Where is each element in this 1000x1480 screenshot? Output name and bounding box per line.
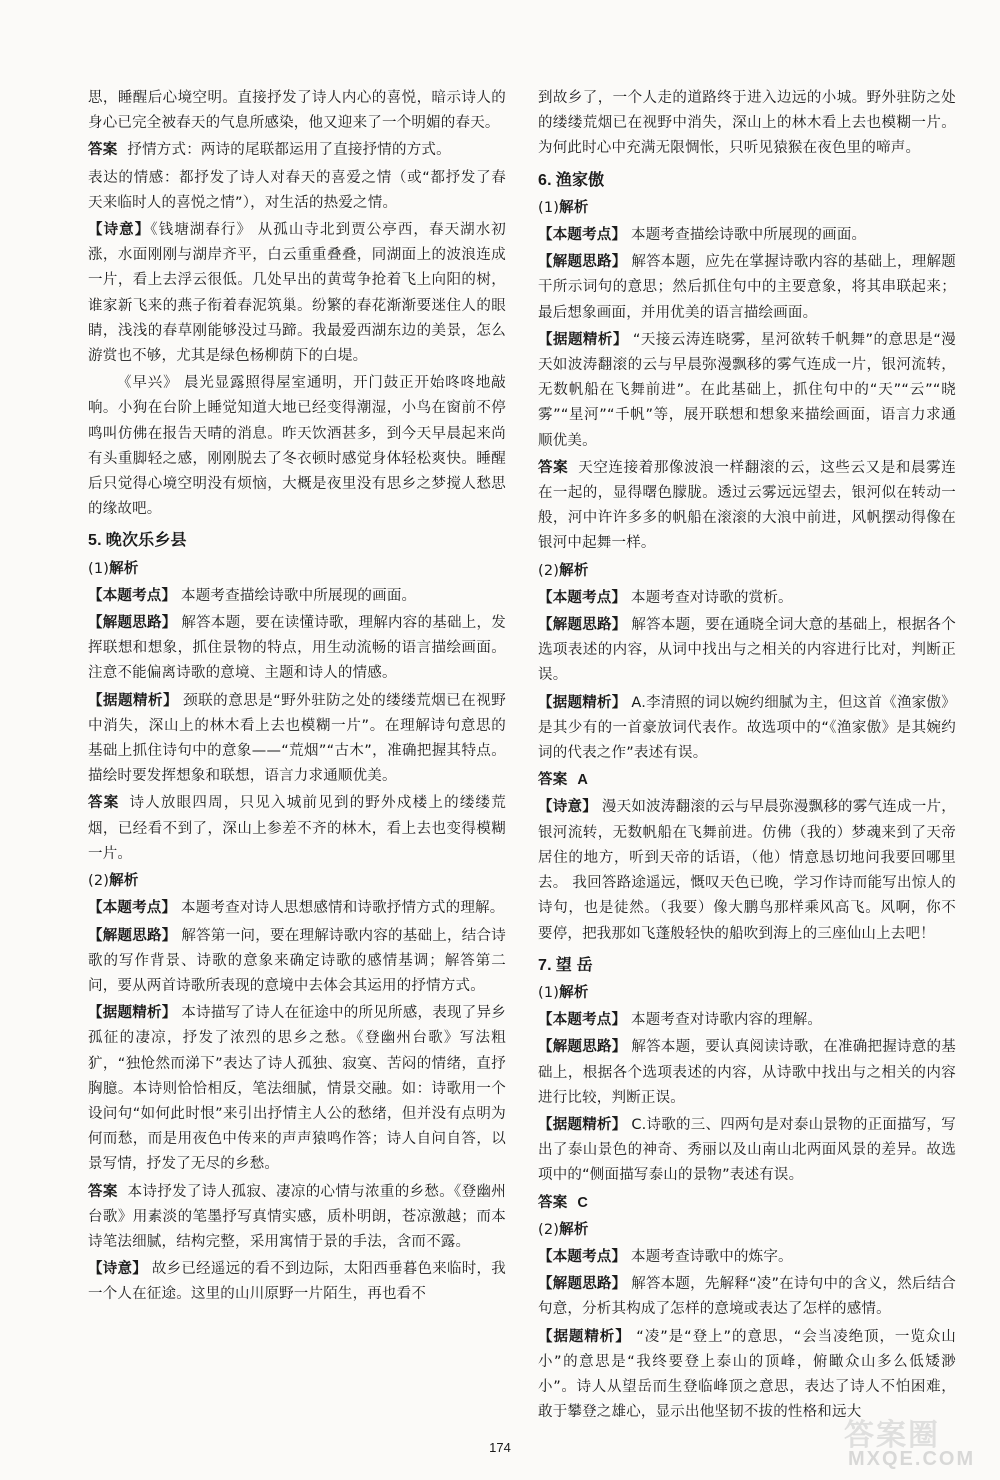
section-tag: 【解题思路】	[88, 927, 177, 944]
section-tag: 【据题精析】	[88, 1005, 177, 1022]
answer-text: 本诗抒发了诗人孤寂、凄凉的心情与浓重的乡愁。《登幽州台歌》用素淡的笔墨抒写真情实感，质朴明朗，苍凉激越；而本诗笔法细腻，结构完整，采用寓情于景的手法，含而不露。	[88, 1183, 506, 1250]
answer-text: 抒情方式：两诗的尾联都运用了直接抒情的方式。	[127, 142, 451, 159]
watermark-domain: MXQE.COM	[848, 1448, 976, 1470]
detailed-analysis-text: C.诗歌的三、四两句是对泰山景物的正面描写，写出了泰山景色的神奇、秀丽以及山南山北两面风景的差异。故选项中的“侧面描写泰山的景物”表述有误。	[538, 1116, 956, 1184]
section-tag: 【本题考点】	[88, 587, 177, 604]
answer-block	[538, 768, 956, 793]
section-tag: 【诗意】	[88, 1261, 148, 1278]
solution-approach	[538, 1035, 956, 1111]
answer-label: 答案	[88, 795, 120, 812]
site-watermark	[834, 1408, 992, 1474]
detailed-analysis-text: 颈联的意思是“野外驻防之处的缕缕荒烟已在视野中消失，深山上的林木看上去也模糊一片”。在理解诗句意思的基础上抓住诗句中的意象——“荒烟”“古木”，准确把握其特点。描绘时要发挥想象和联想，语言力求通顺优美。	[88, 692, 507, 785]
analysis-label: 解析	[109, 560, 139, 577]
detailed-analysis-text: A.李清照的词以婉约细腻为主，但这首《渔家傲》是其少有的一首豪放词代表作。故选项中的“《渔家傲》是其婉约词的代表之作”表述有误。	[538, 694, 957, 762]
solution-approach	[88, 924, 506, 1000]
question-heading	[538, 168, 956, 193]
section-tag: 【据题精析】	[538, 694, 627, 711]
subquestion-number: (1)	[88, 560, 110, 577]
watermark-title: 答案圈	[844, 1418, 940, 1453]
subquestion-number: (2)	[538, 1221, 560, 1238]
answer-label: 答案	[538, 459, 569, 476]
solution-approach	[538, 1272, 956, 1322]
answer-letter: A	[577, 772, 589, 789]
section-tag: 【本题考点】	[538, 1248, 627, 1265]
detailed-analysis	[538, 1113, 956, 1189]
answer-text: 表达的情感：都抒发了诗人对春天的喜爱之情（或“都抒发了春天来临时人的喜悦之情”），对生活的热爱之情。	[88, 169, 506, 211]
answer-letter: C	[577, 1194, 589, 1211]
exam-point	[88, 896, 506, 921]
subquestion-number: (1)	[538, 984, 560, 1001]
exam-point-text: 本题考查描绘诗歌中所展现的画面。	[181, 587, 417, 604]
solution-approach-text: 解答本题，要在通晓全词大意的基础上，根据各个选项表述的内容，从词中找出与之相关的内容进行比对，判断正误。	[538, 617, 957, 684]
exam-point	[538, 1245, 956, 1270]
poem-meaning-text: 到故乡了，一个人走的道路终于进入边远的小城。野外驻防之处的缕缕荒烟已在视野中消失，深山上的林木看上去也模糊一片。为何此时心中充满无限惆怅，只听见猿猴在夜色里的啼声。	[538, 90, 956, 157]
question-heading	[88, 528, 506, 553]
question-title: 晚次乐乡县	[105, 532, 187, 550]
question-number: 7.	[538, 956, 552, 974]
question-number: 6.	[538, 171, 552, 189]
detailed-analysis	[88, 689, 506, 790]
answer-block	[88, 791, 506, 867]
section-tag: 【本题考点】	[88, 900, 177, 917]
detailed-analysis	[538, 691, 956, 767]
section-tag: 【据题精析】	[538, 331, 628, 348]
answer-label: 答案	[88, 142, 118, 159]
subquestion-heading	[88, 557, 506, 582]
answer-block	[88, 1180, 506, 1256]
solution-approach-text: 解答本题，要认真阅读诗歌，在准确把握诗意的基础上，根据各个选项表述的内容，从诗歌中找出与之相关的内容进行比较，判断正误。	[538, 1039, 957, 1106]
section-tag: 【解题思路】	[88, 615, 177, 632]
section-tag: 【诗意】	[88, 222, 151, 239]
section-tag: 【解题思路】	[538, 1276, 627, 1293]
poem-meaning	[88, 1257, 506, 1307]
answer-block	[538, 456, 956, 557]
section-tag: 【据题精析】	[88, 692, 179, 709]
detailed-analysis-text: “天接云涛连晓雾，星河欲转千帆舞”的意思是“漫天如波涛翻滚的云与早晨弥漫飘移的雾气连成一片，银河流转，无数帆船在飞舞前进”。在此基础上，抓住句中的“天”“云”“晓雾”“星河”“千帆”等，展开联想和想象来描绘画面，语言力求通顺优美。	[538, 331, 957, 449]
exam-point	[538, 586, 956, 611]
section-tag: 【解题思路】	[538, 617, 627, 634]
question-number: 5.	[88, 532, 102, 550]
exam-point-text: 本题考查对诗歌内容的理解。	[631, 1012, 823, 1029]
subquestion-number: (1)	[538, 199, 560, 216]
subquestion-number: (2)	[538, 562, 560, 579]
solution-approach-text: 解答本题，要在读懂诗歌，理解内容的基础上，发挥联想和想象，抓住景物的特点，用生动流畅的语言描绘画面。注意不能偏离诗歌的意境、主题和诗人的情感。	[88, 615, 507, 682]
poem-meaning-text: 漫天如波涛翻滚的云与早晨弥漫飘移的雾气连成一片，银河流转，无数帆船在飞舞前进。仿佛（我的）梦魂来到了天帝居住的地方，听到天帝的话语，（他）情意恳切地问我要回哪里去。 我回答路途遥远，慨叹天色已晚，学习作诗而能写出惊人的诗句，也是徒然。（我要）像大鹏鸟那样乘风高飞。风啊，你不要停，把我那如飞蓬般轻快的船吹到海上的三座仙山上去吧！	[538, 799, 956, 942]
exam-point-text: 本题考查诗歌中的炼字。	[631, 1248, 793, 1265]
analysis-label: 解析	[559, 562, 589, 579]
right-column	[538, 86, 956, 1427]
section-tag: 【解题思路】	[538, 1039, 627, 1056]
exam-point	[88, 584, 506, 609]
section-tag: 【诗意】	[538, 799, 598, 816]
analysis-label: 解析	[559, 1221, 589, 1238]
section-tag: 【本题考点】	[538, 227, 627, 244]
section-tag: 【本题考点】	[538, 1012, 627, 1029]
subquestion-heading	[538, 1218, 956, 1243]
solution-approach	[538, 613, 956, 689]
solution-approach	[88, 611, 506, 687]
detailed-analysis-text: “凌”是“登上”的意思，“会当凌绝顶，一览众山小”的意思是“我终要登上泰山的顶峰，俯瞰众山多么低矮渺小”。诗人从望岳而生登临峰顶之意思，表达了诗人不怕困难，敢于攀登之雄心，显示出他坚韧不拔的性格和远大	[538, 1328, 956, 1421]
exam-point-text: 本题考查描绘诗歌中所展现的画面。	[631, 227, 867, 244]
analysis-label: 解析	[109, 873, 139, 890]
solution-approach-text: 解答本题，应先在掌握诗歌内容的基础上，理解题干所示词句的意思；然后抓住句中的主要意象，将其串联起来；最后想象画面，并用优美的语言描绘画面。	[538, 254, 957, 321]
poem-meaning	[88, 218, 506, 369]
answer-text: 天空连接着那像波浪一样翻滚的云，这些云又是和晨雾连在一起的，显得曙色朦胧。透过云雾远远望去，银河似在转动一般，河中许许多多的帆船在滚滚的大浪中前进，风帆摆动得像在银河中起舞一样。	[538, 459, 957, 552]
detailed-analysis	[538, 328, 956, 454]
exam-point	[538, 1008, 956, 1033]
solution-approach-text: 解答本题，先解释“凌”在诗句中的含义，然后结合句意，分析其构成了怎样的意境或表达了怎样的感情。	[538, 1276, 957, 1318]
question-heading	[538, 953, 956, 978]
subquestion-heading	[88, 869, 506, 894]
page-number: 174	[489, 1440, 511, 1455]
subquestion-heading	[538, 196, 956, 221]
answer-text: 诗人放眼四周，只见入城前见到的野外戍楼上的缕缕荒烟，已经看不到了，深山上参差不齐的林木，看上去也变得模糊一片。	[88, 795, 506, 862]
analysis-label: 解析	[559, 199, 589, 216]
poem-meaning	[538, 795, 956, 946]
poem-meaning-text: 故乡已经遥远的看不到边际，太阳西垂暮色来临时，我一个人在征途。这里的山川原野一片陌生，再也看不	[88, 1261, 506, 1303]
detailed-analysis-text: 本诗描写了诗人在征途中的所见所感，表现了异乡孤征的凄凉，抒发了浓烈的思乡之愁。《登幽州台歌》写法粗犷，“独怆然而涕下”表达了诗人孤独、寂寞、苦闷的情绪，直抒胸臆。本诗则恰恰相反，笔法细腻，情景交融。如：诗歌用一个设问句“如何此时恨”来引出抒情主人公的愁绪，但并没有点明为何而愁，而是用夜色中传来的声声猿鸣作答；诗人自问自答，以景写情，抒发了无尽的乡愁。	[88, 1005, 507, 1173]
answer-label: 答案	[88, 1183, 118, 1200]
section-tag: 【据题精析】	[538, 1328, 631, 1345]
detailed-analysis	[88, 1001, 506, 1177]
subquestion-heading	[538, 981, 956, 1006]
left-column	[88, 86, 506, 1310]
poem-meaning-text: 《早兴》 晨光显露照得屋室通明，开门鼓正开始咚咚地敲响。小狗在台阶上睡觉知道大地已经变得潮湿，小鸟在窗前不停鸣叫仿佛在报告天晴的消息。昨天饮酒甚多，到今天早晨起来尚有头重脚轻之感，刚刚脱去了冬衣顿时感觉身体轻松爽快。睡醒后只觉得心境空明没有烦恼，大概是夜里没有思乡之梦搅人愁思的缘故吧。	[88, 375, 506, 518]
subquestion-heading	[538, 559, 956, 584]
section-tag: 【本题考点】	[538, 589, 627, 606]
solution-approach-text: 解答第一问，要在理解诗歌内容的基础上，结合诗歌的写作背景、诗歌的意象来确定诗歌的感情基调；解答第二问，要从两首诗歌所表现的意境中去体会其运用的抒情方式。	[88, 927, 507, 994]
question-title: 渔家傲	[555, 171, 605, 189]
solution-approach	[538, 250, 956, 326]
poem-meaning-text: 《钱塘湖春行》 从孤山寺北到贾公亭西，春天湖水初涨，水面刚刚与湖岸齐平，白云重重叠叠，同湖面上的波浪连成一片，看上去浮云很低。几处早出的黄莺争抢着飞上向阳的树，谁家新飞来的燕子衔着春泥筑巢。纷繁的春花渐渐要迷住人的眼睛，浅浅的春草刚能够没过马蹄。我最爱西湖东边的美景，怎么游赏也不够，尤其是绿色杨柳荫下的白堤。	[88, 222, 506, 365]
exam-point-text: 本题考查对诗人思想感情和诗歌抒情方式的理解。	[181, 900, 505, 917]
exam-point	[538, 223, 956, 248]
answer-block	[538, 1191, 956, 1216]
question-title: 望 岳	[555, 956, 593, 974]
section-tag: 【据题精析】	[538, 1116, 627, 1133]
answer-label: 答案	[538, 772, 568, 789]
answer-block	[88, 138, 506, 163]
paragraph: 思，睡醒后心境空明。直接抒发了诗人内心的喜悦，暗示诗人的身心已完全被春天的气息所感染，他又迎来了一个明媚的春天。	[88, 90, 506, 132]
answer-label: 答案	[538, 1194, 568, 1211]
exam-point-text: 本题考查对诗歌的赏析。	[631, 589, 793, 606]
section-tag: 【解题思路】	[538, 254, 627, 271]
subquestion-number: (2)	[88, 873, 110, 890]
analysis-label: 解析	[559, 984, 589, 1001]
